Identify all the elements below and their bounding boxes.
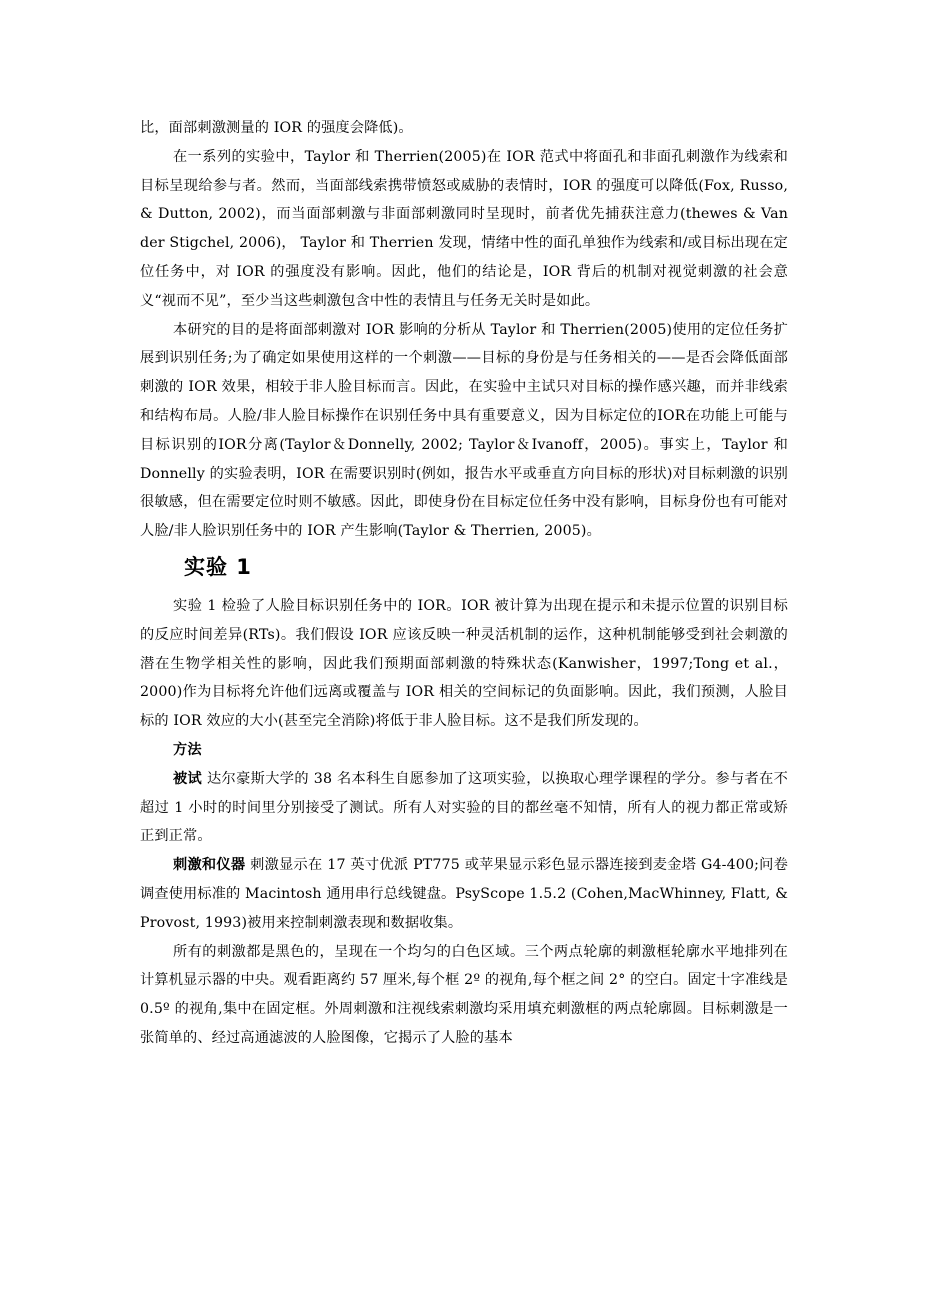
paragraph-stimuli: 所有的刺激都是黑色的，呈现在一个均匀的白色区域。三个两点轮廓的刺激框轮廓水平地排列在计算机显示器的中央。观看距离约 57 厘米,每个框 2º 的视角,每个框之间 2° 的空白。固定十字准线是 0.5º 的视角,集中在固定框。外周刺激和注视线索刺激均采用填充刺激框的两点轮廓圆。目标刺激是一张简单的、经过高通滤波的人脸图像，它揭示了人脸的基本 <box>140 943 788 1046</box>
document-body <box>140 114 788 1053</box>
paragraph-taylor-therrien: 在一系列的实验中，Taylor 和 Therrien(2005)在 IOR 范式中将面孔和非面孔刺激作为线索和目标呈现给参与者。然而，当面部线索携带愤怒或威胁的表情时，IOR 的强度可以降低(Fox, Russo, & Dutton, 2002)，而当面部刺激与非面部刺激同时呈现时，前者优先捕获注意力(thewes & Van der Stigchel, 2006)， Taylor 和 Therrien 发现，情绪中性的面孔单独作为线索和/或目标出现在定位任务中，对 IOR 的强度没有影响。因此，他们的结论是，IOR 背后的机制对视觉刺激的社会意义“视而不见”，至少当这些刺激包含中性的表情且与任务无关时是如此。 <box>140 148 788 309</box>
subjects-label: 被试 <box>173 770 203 787</box>
subjects-text: 达尔豪斯大学的 38 名本科生自愿参加了这项实验，以换取心理学课程的学分。参与者在不超过 1 小时的时间里分别接受了测试。所有人对实验的目的都丝毫不知情，所有人的视力都正常或矫正到正常。 <box>140 770 788 845</box>
method-label: 方法 <box>173 741 202 758</box>
apparatus-label: 刺激和仪器 <box>173 857 246 874</box>
paragraph-experiment-1-intro: 实验 1 检验了人脸目标识别任务中的 IOR。IOR 被计算为出现在提示和未提示位置的识别目标的反应时间差异(RTs)。我们假设 IOR 应该反映一种灵活机制的运作，这种机制能够受到社会刺激的潜在生物学相关性的影响，因此我们预期面部刺激的特殊状态(Kanwisher，1997;Tong et al.， 2000)作为目标将允许他们远离或覆盖与 IOR 相关的空间标记的负面影响。因此，我们预测，人脸目标的 IOR 效应的大小(甚至完全消除)将低于非人脸目标。这不是我们所发现的。 <box>140 597 788 730</box>
method-heading <box>140 736 788 765</box>
paragraph-continuation: 比，面部刺激测量的 IOR 的强度会降低)。 <box>140 120 413 136</box>
paragraph-subjects <box>140 765 788 851</box>
paragraph-study-aim: 本研究的目的是将面部刺激对 IOR 影响的分析从 Taylor 和 Therrien(2005)使用的定位任务扩展到识别任务;为了确定如果使用这样的一个刺激——目标的身份是与任务相关的——是否会降低面部刺激的 IOR 效果，相较于非人脸目标而言。因此，在实验中主试只对目标的操作感兴趣，而并非线索和结构布局。人脸/非人脸目标操作在识别任务中具有重要意义，因为目标定位的IOR在功能上可能与目标识别的IOR分离(Taylor＆Donnelly, 2002; Taylor＆Ivanoff，2005)。事实上，Taylor 和 Donnelly 的实验表明，IOR 在需要识别时(例如，报告水平或垂直方向目标的形状)对目标刺激的识别很敏感，但在需要定位时则不敏感。因此，即使身份在目标定位任务中没有影响，目标身份也有可能对人脸/非人脸识别任务中的 IOR 产生影响(Taylor & Therrien, 2005)。 <box>140 321 788 540</box>
paragraph-apparatus <box>140 851 788 937</box>
section-heading-experiment-1: 实验 1 <box>184 554 252 579</box>
apparatus-text: 刺激显示在 17 英寸优派 PT775 或苹果显示彩色显示器连接到麦金塔 G4-400;问卷调查使用标准的 Macintosh 通用串行总线键盘。PsyScope 1.5.2 (Cohen,MacWhinney, Flatt, & Provost, 1993)被用来控制刺激表现和数据收集。 <box>140 857 788 931</box>
